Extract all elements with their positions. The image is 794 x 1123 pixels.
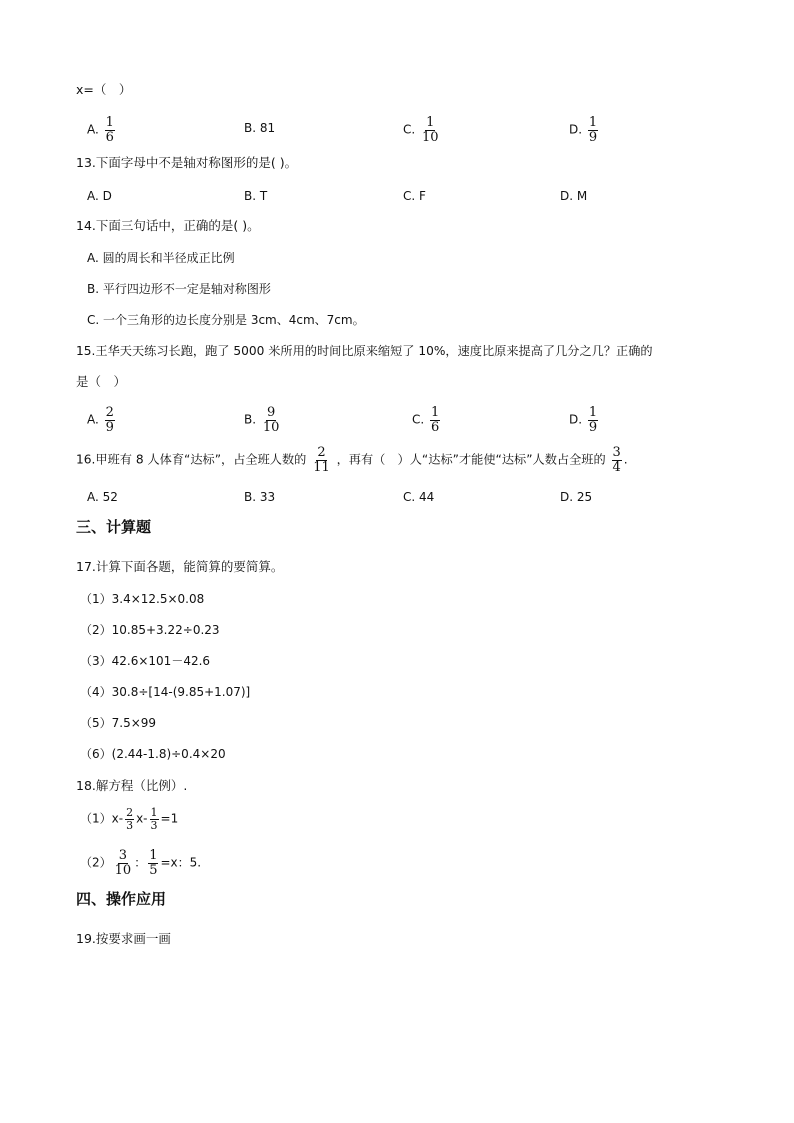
fraction: $\frac{1}{6}$: [431, 405, 440, 435]
q13-option-a: A. D: [87, 189, 112, 203]
q16-option-d: D. 25: [560, 490, 593, 504]
fraction: $\frac{2}{3}$: [126, 806, 134, 832]
q13-option-b: B. T: [244, 189, 268, 203]
q16-option-b: B. 33: [244, 490, 276, 504]
option-label: C.: [412, 412, 425, 427]
option-label: A.: [87, 412, 99, 427]
q18-stem: 18.解方程（比例）.: [76, 778, 188, 793]
option-label: C.: [403, 122, 416, 137]
fraction: $\frac{2}{11}$: [313, 445, 330, 475]
q16-stem-part3: .: [623, 452, 628, 467]
q15-stem-line2: 是（ ）: [76, 374, 127, 389]
fraction: $\frac{1}{9}$: [588, 405, 598, 435]
q17-item-5: （5）7.5×99: [80, 716, 157, 730]
q17-item-6: （6）(2.44-1.8)÷0.4×20: [80, 747, 226, 761]
fraction: $\frac{2}{9}$: [105, 405, 114, 435]
option-label: A.: [87, 122, 99, 137]
option-label: D.: [569, 412, 583, 427]
section-title-application: 四、操作应用: [76, 890, 167, 908]
q16-stem-part1: 16.甲班有 8 人体育“达标”，占全班人数的: [76, 452, 307, 467]
q15-option-a: [87, 406, 117, 434]
q17-item-3: （3）42.6×101－42.6: [80, 654, 211, 668]
q12-stem: x=（ ）: [76, 82, 132, 97]
q14-option-b: B. 平行四边形不一定是轴对称图形: [87, 282, 271, 296]
q16-option-c: C. 44: [403, 490, 435, 504]
q14-stem: 14.下面三句话中，正确的是( )。: [76, 218, 260, 233]
equation-prefix: （2）: [80, 855, 112, 870]
fraction: $\frac{3}{10}$: [114, 848, 132, 878]
q16-option-a: A. 52: [87, 490, 118, 504]
equation-suffix: =1: [160, 811, 179, 826]
fraction: $\frac{1}{10}$: [422, 115, 439, 145]
equation-prefix: （1）x-: [80, 811, 124, 826]
q15-option-c: [412, 406, 442, 434]
q17-item-2: （2）10.85+3.22÷0.23: [80, 623, 220, 637]
equation-mid: ：: [134, 855, 147, 870]
q17-item-1: （1）3.4×12.5×0.08: [80, 592, 205, 606]
q15-option-b: [244, 406, 282, 434]
fraction: $\frac{1}{6}$: [105, 115, 114, 145]
q15-option-d: [569, 406, 600, 434]
fraction: $\frac{1}{9}$: [588, 115, 598, 145]
equation-suffix: =x：5.: [160, 855, 202, 870]
q18-equation-1: [80, 807, 178, 831]
q18-equation-2: [80, 849, 201, 877]
q12-option-d: [569, 116, 600, 144]
q13-option-c: C. F: [403, 189, 426, 203]
section-title-calculation: 三、计算题: [76, 518, 152, 536]
q17-item-4: （4）30.8÷[14-(9.85+1.07)]: [80, 685, 251, 699]
q16-stem-part2: ，再有（ ）人“达标”才能使“达标”人数占全班的: [336, 452, 606, 467]
q12-option-a: [87, 116, 117, 144]
q17-stem: 17.计算下面各题，能简算的要简算。: [76, 559, 284, 574]
fraction: $\frac{1}{3}$: [150, 806, 158, 832]
q12-option-c: [403, 116, 442, 144]
q14-option-a: A. 圆的周长和半径成正比例: [87, 251, 235, 265]
q19-stem: 19.按要求画一画: [76, 931, 171, 946]
q12-option-b: B. 81: [244, 121, 276, 135]
fraction: $\frac{1}{5}$: [149, 848, 158, 878]
fraction: $\frac{9}{10}$: [262, 405, 280, 435]
q16-stem: [76, 446, 628, 474]
q14-option-c: C. 一个三角形的边长度分别是 3cm、4cm、7cm。: [87, 313, 365, 327]
option-label: B.: [244, 412, 257, 427]
q15-stem-line1: 15.王华天天练习长跑，跑了 5000 米所用的时间比原来缩短了 10%，速度比原来提高了几分之几？正确的: [76, 344, 653, 358]
fraction: $\frac{3}{4}$: [612, 445, 621, 475]
option-label: D.: [569, 122, 583, 137]
q13-stem: 13.下面字母中不是轴对称图形的是( )。: [76, 155, 298, 170]
q13-option-d: D. M: [560, 189, 588, 203]
equation-mid: x-: [136, 811, 148, 826]
